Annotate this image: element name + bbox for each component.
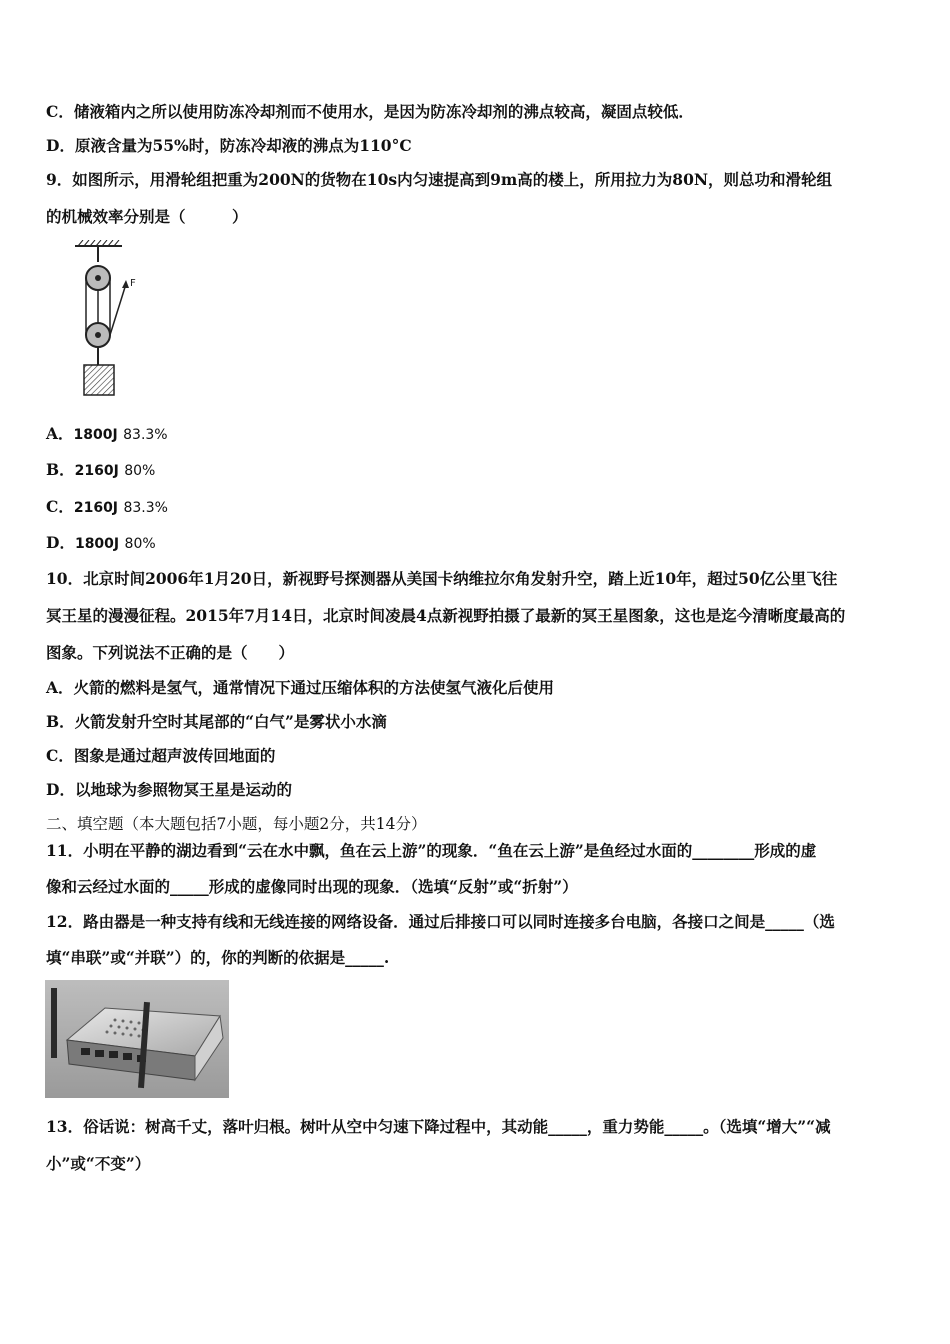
q10-option-d: D．以地球为参照物冥王星是运动的: [46, 780, 292, 799]
q11-line1: 11．小明在平静的湖边看到“云在水中飘，鱼在云上游”的现象．“鱼在云上游”是鱼经过水面的________形成的虚: [46, 841, 817, 860]
q10-stem-line3: 图象。下列说法不正确的是（ ）: [46, 643, 295, 662]
section-heading: 二、填空题（本大题包括7小题，每小题2分，共14分）: [46, 815, 427, 833]
q9-option-a: A．1800J 83.3%: [46, 424, 168, 443]
q9-stem-line2: 的机械效率分别是（ ）: [46, 207, 248, 226]
q9-stem-line1: 9．如图所示，用滑轮组把重为200N的货物在10s内匀速提高到9m高的楼上，所用拉力为80N，则总功和滑轮组: [46, 170, 833, 189]
q13-line2: 小”或“不变”）: [46, 1154, 151, 1173]
force-label: F: [130, 278, 136, 289]
q12-line2: 填“串联”或“并联”）的，你的判断的依据是_____.: [46, 948, 390, 967]
q10-stem-line2: 冥王星的漫漫征程。2015年7月14日，北京时间凌晨4点新视野拍摄了最新的冥王星图象，这也是迄今清晰度最高的: [46, 606, 846, 625]
q10-stem-line1: 10．北京时间2006年1月20日，新视野号探测器从美国卡纳维拉尔角发射升空，踏上近10年，超过50亿公里飞往: [46, 569, 838, 588]
q13-line1: 13．俗话说：树高千丈，落叶归根。树叶从空中匀速下降过程中，其动能_____，重力势能_____。（选填“增大”“减: [46, 1117, 831, 1136]
q9-option-c: C．2160J 83.3%: [46, 497, 168, 516]
q10-option-a: A．火箭的燃料是氢气，通常情况下通过压缩体积的方法使氢气液化后使用: [46, 678, 555, 697]
q9-option-d: D．1800J 80%: [46, 533, 156, 552]
q8-option-c: C．储液箱内之所以使用防冻冷却剂而不使用水，是因为防冻冷却剂的沸点较高，凝固点较低．: [46, 102, 694, 121]
router-image: [45, 980, 229, 1098]
q10-option-c: C．图象是通过超声波传回地面的: [46, 746, 276, 765]
q12-line1: 12．路由器是一种支持有线和无线连接的网络设备．通过后排接口可以同时连接多台电脑，各接口之间是_____（选: [46, 912, 835, 931]
q11-line2: 像和云经过水面的_____形成的虚像同时出现的现象．（选填“反射”或“折射”）: [46, 877, 578, 896]
q9-option-b: B．2160J 80%: [46, 460, 156, 479]
q8-option-d: D．原液含量为55%时，防冻冷却液的沸点为110°C: [46, 136, 412, 155]
q10-option-b: B．火箭发射升空时其尾部的“白气”是雾状小水滴: [46, 712, 387, 731]
pulley-system-figure: [70, 240, 150, 400]
